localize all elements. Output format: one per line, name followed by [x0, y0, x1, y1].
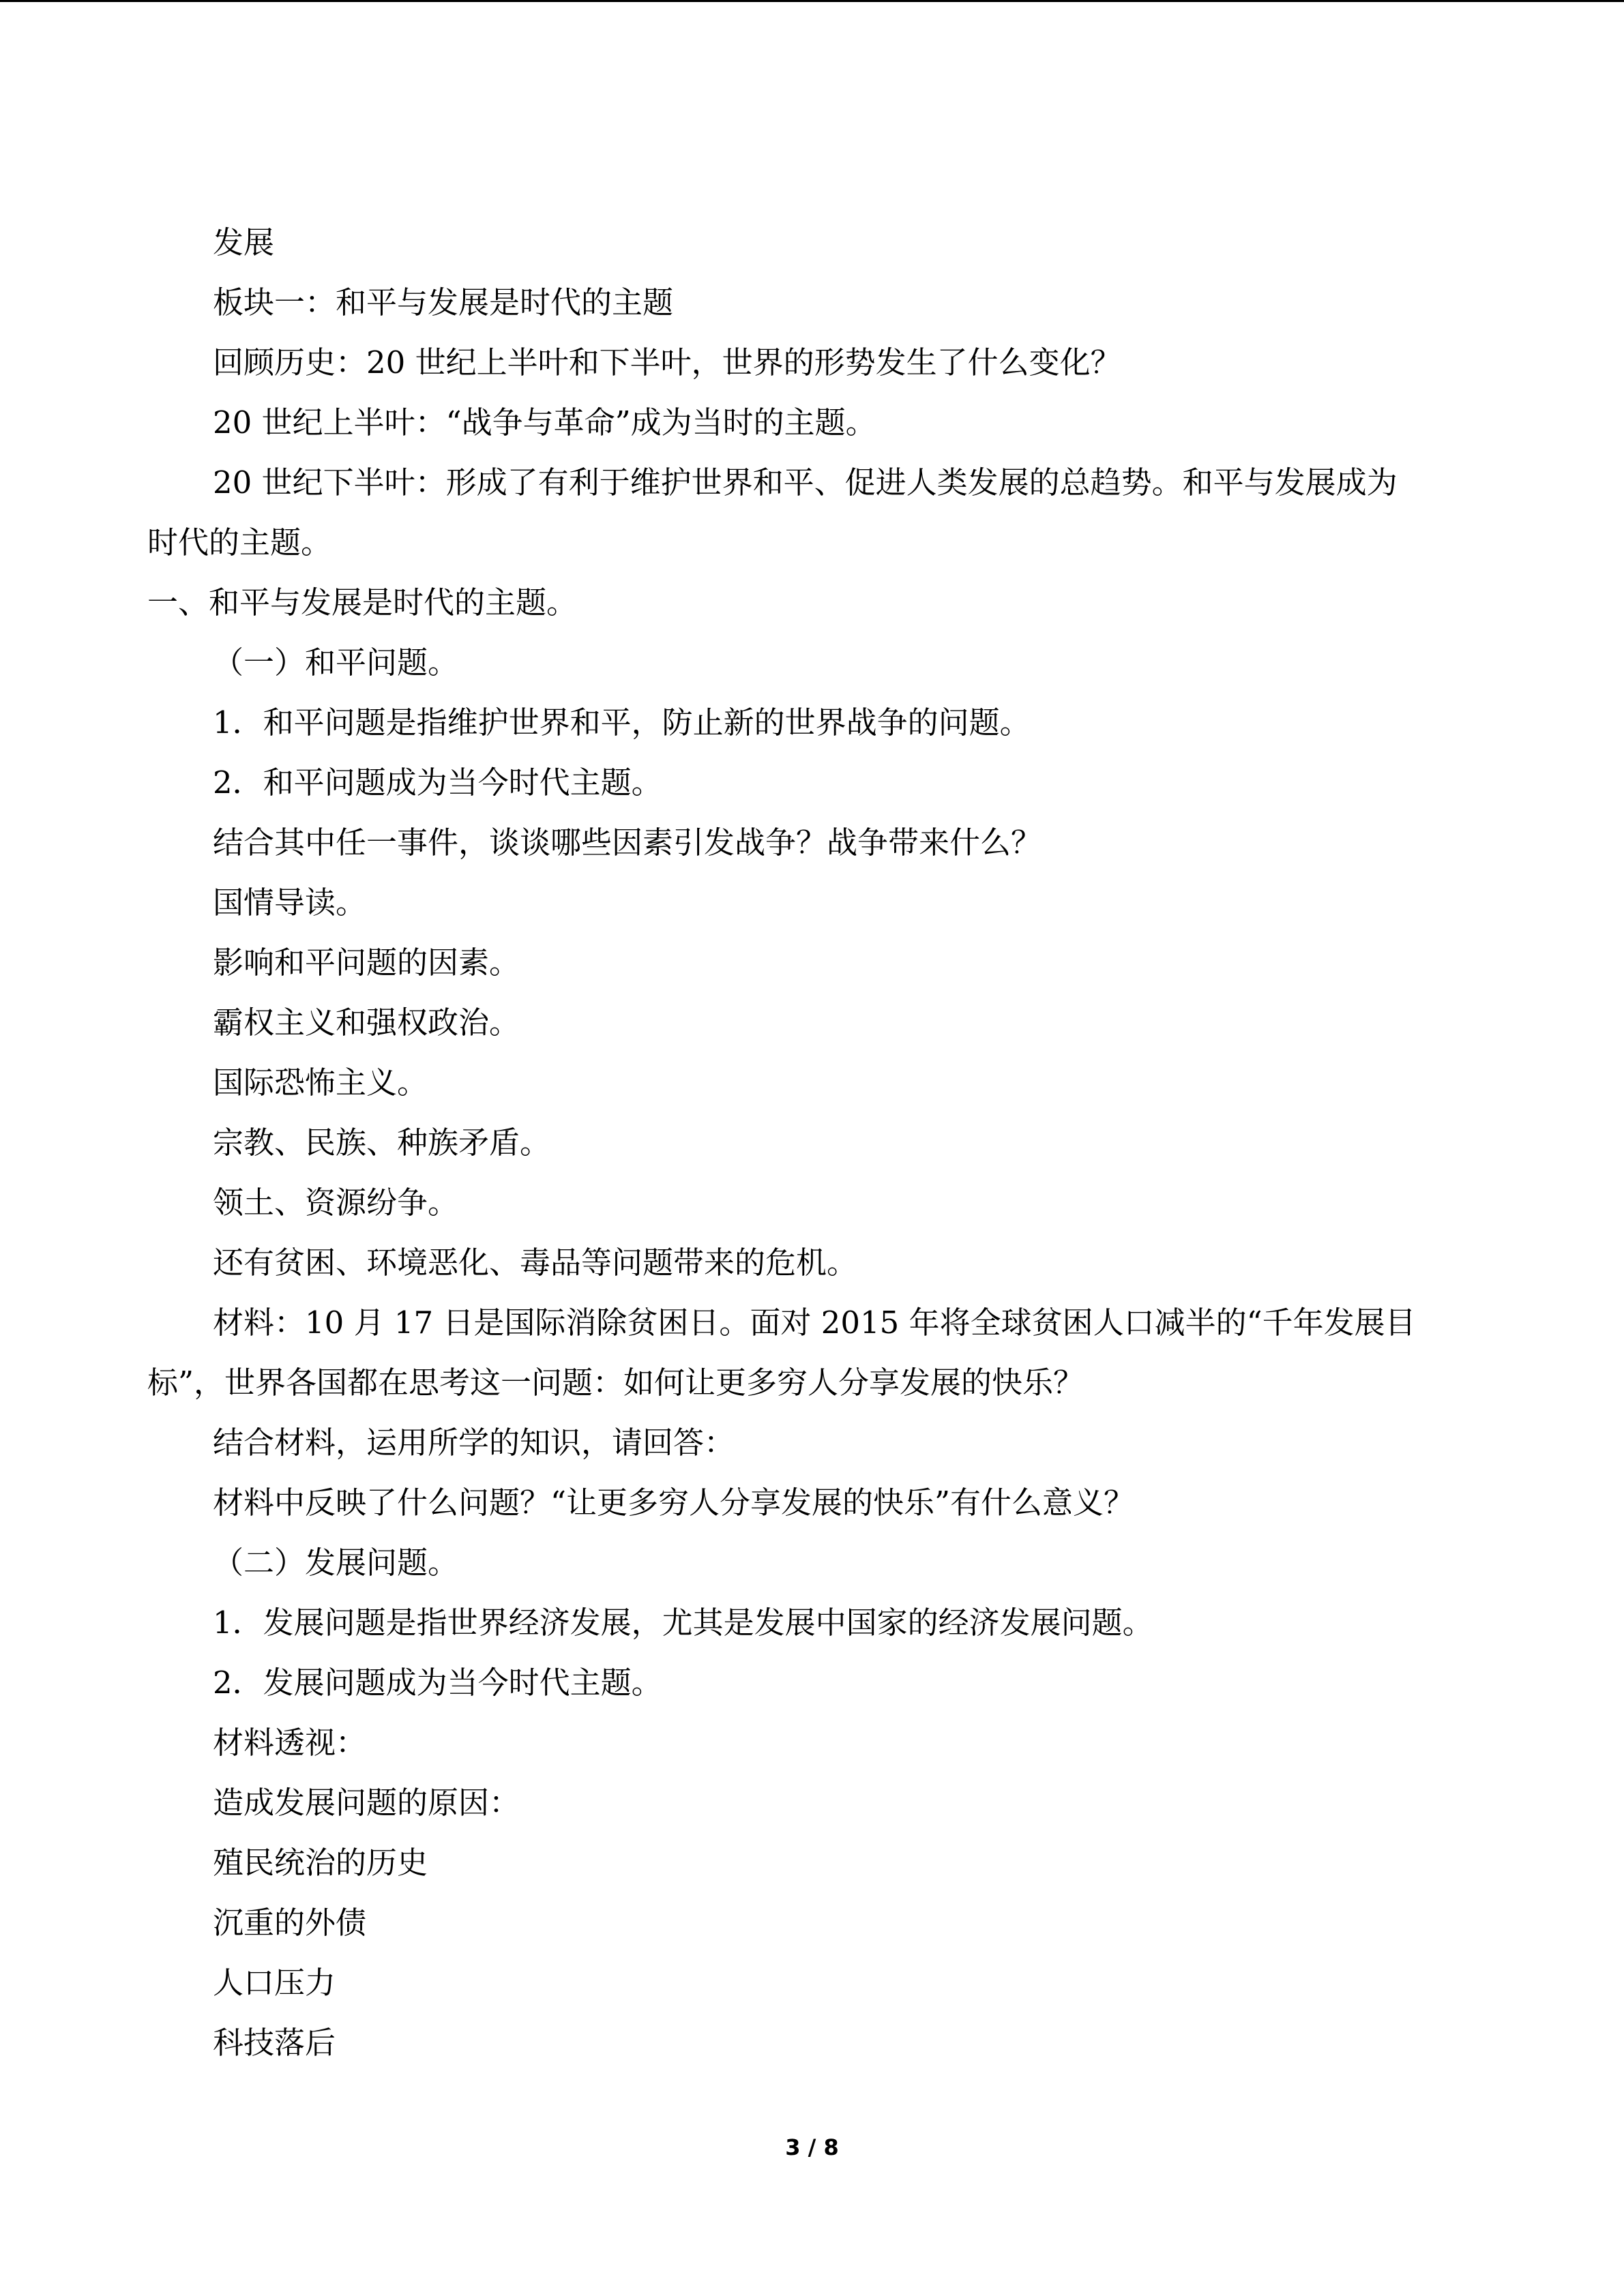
text-line: （二）发展问题。	[213, 1545, 459, 1581]
text-line: 20 世纪上半叶：“战争与革命”成为当时的主题。	[213, 404, 876, 441]
text-line: 2．和平问题成为当今时代主题。	[213, 764, 662, 801]
text-line: 一、和平与发展是时代的主题。	[147, 584, 578, 621]
text-line: 造成发展问题的原因：	[213, 1785, 520, 1821]
text-line: 沉重的外债	[213, 1905, 367, 1941]
page-number: 3 / 8	[785, 2134, 839, 2160]
text-line: 20 世纪下半叶：形成了有利于维护世界和平、促进人类发展的总趋势。和平与发展成为	[213, 464, 1398, 501]
text-line: 1．和平问题是指维护世界和平，防止新的世界战争的问题。	[213, 704, 1031, 741]
text-line: 影响和平问题的因素。	[213, 944, 520, 981]
text-line: 材料透视：	[213, 1725, 367, 1761]
text-line: 1．发展问题是指世界经济发展，尤其是发展中国家的经济发展问题。	[213, 1605, 1153, 1641]
text-line: 时代的主题。	[147, 524, 332, 561]
text-line: 结合材料，运用所学的知识，请回答：	[213, 1425, 735, 1461]
text-line: 标”，世界各国都在思考这一问题：如何让更多穷人分享发展的快乐？	[147, 1365, 1084, 1401]
text-line: （一）和平问题。	[213, 644, 459, 681]
text-line: 材料：10 月 17 日是国际消除贫困日。面对 2015 年将全球贫困人口减半的“千年发展目	[213, 1304, 1416, 1341]
text-line: 国情导读。	[213, 884, 367, 921]
text-line: 还有贫困、环境恶化、毒品等问题带来的危机。	[213, 1244, 858, 1281]
text-line: 回顾历史：20 世纪上半叶和下半叶，世界的形势发生了什么变化？	[213, 344, 1121, 381]
text-line: 国际恐怖主义。	[213, 1064, 428, 1101]
document-body	[147, 213, 1467, 2073]
text-line: 霸权主义和强权政治。	[213, 1004, 520, 1041]
text-line: 板块一：和平与发展是时代的主题	[213, 284, 674, 320]
text-line: 结合其中任一事件，谈谈哪些因素引发战争？战争带来什么？	[213, 824, 1042, 861]
text-line: 人口压力	[213, 1965, 336, 2001]
text-line: 材料中反映了什么问题？“让更多穷人分享发展的快乐”有什么意义？	[213, 1485, 1135, 1521]
text-line: 科技落后	[213, 2025, 336, 2061]
text-line: 宗教、民族、种族矛盾。	[213, 1124, 551, 1161]
text-line: 2．发展问题成为当今时代主题。	[213, 1665, 662, 1701]
text-line: 殖民统治的历史	[213, 1845, 428, 1881]
text-line: 领土、资源纷争。	[213, 1184, 459, 1221]
top-border-rule	[0, 0, 1624, 2]
text-line: 发展	[213, 224, 275, 260]
